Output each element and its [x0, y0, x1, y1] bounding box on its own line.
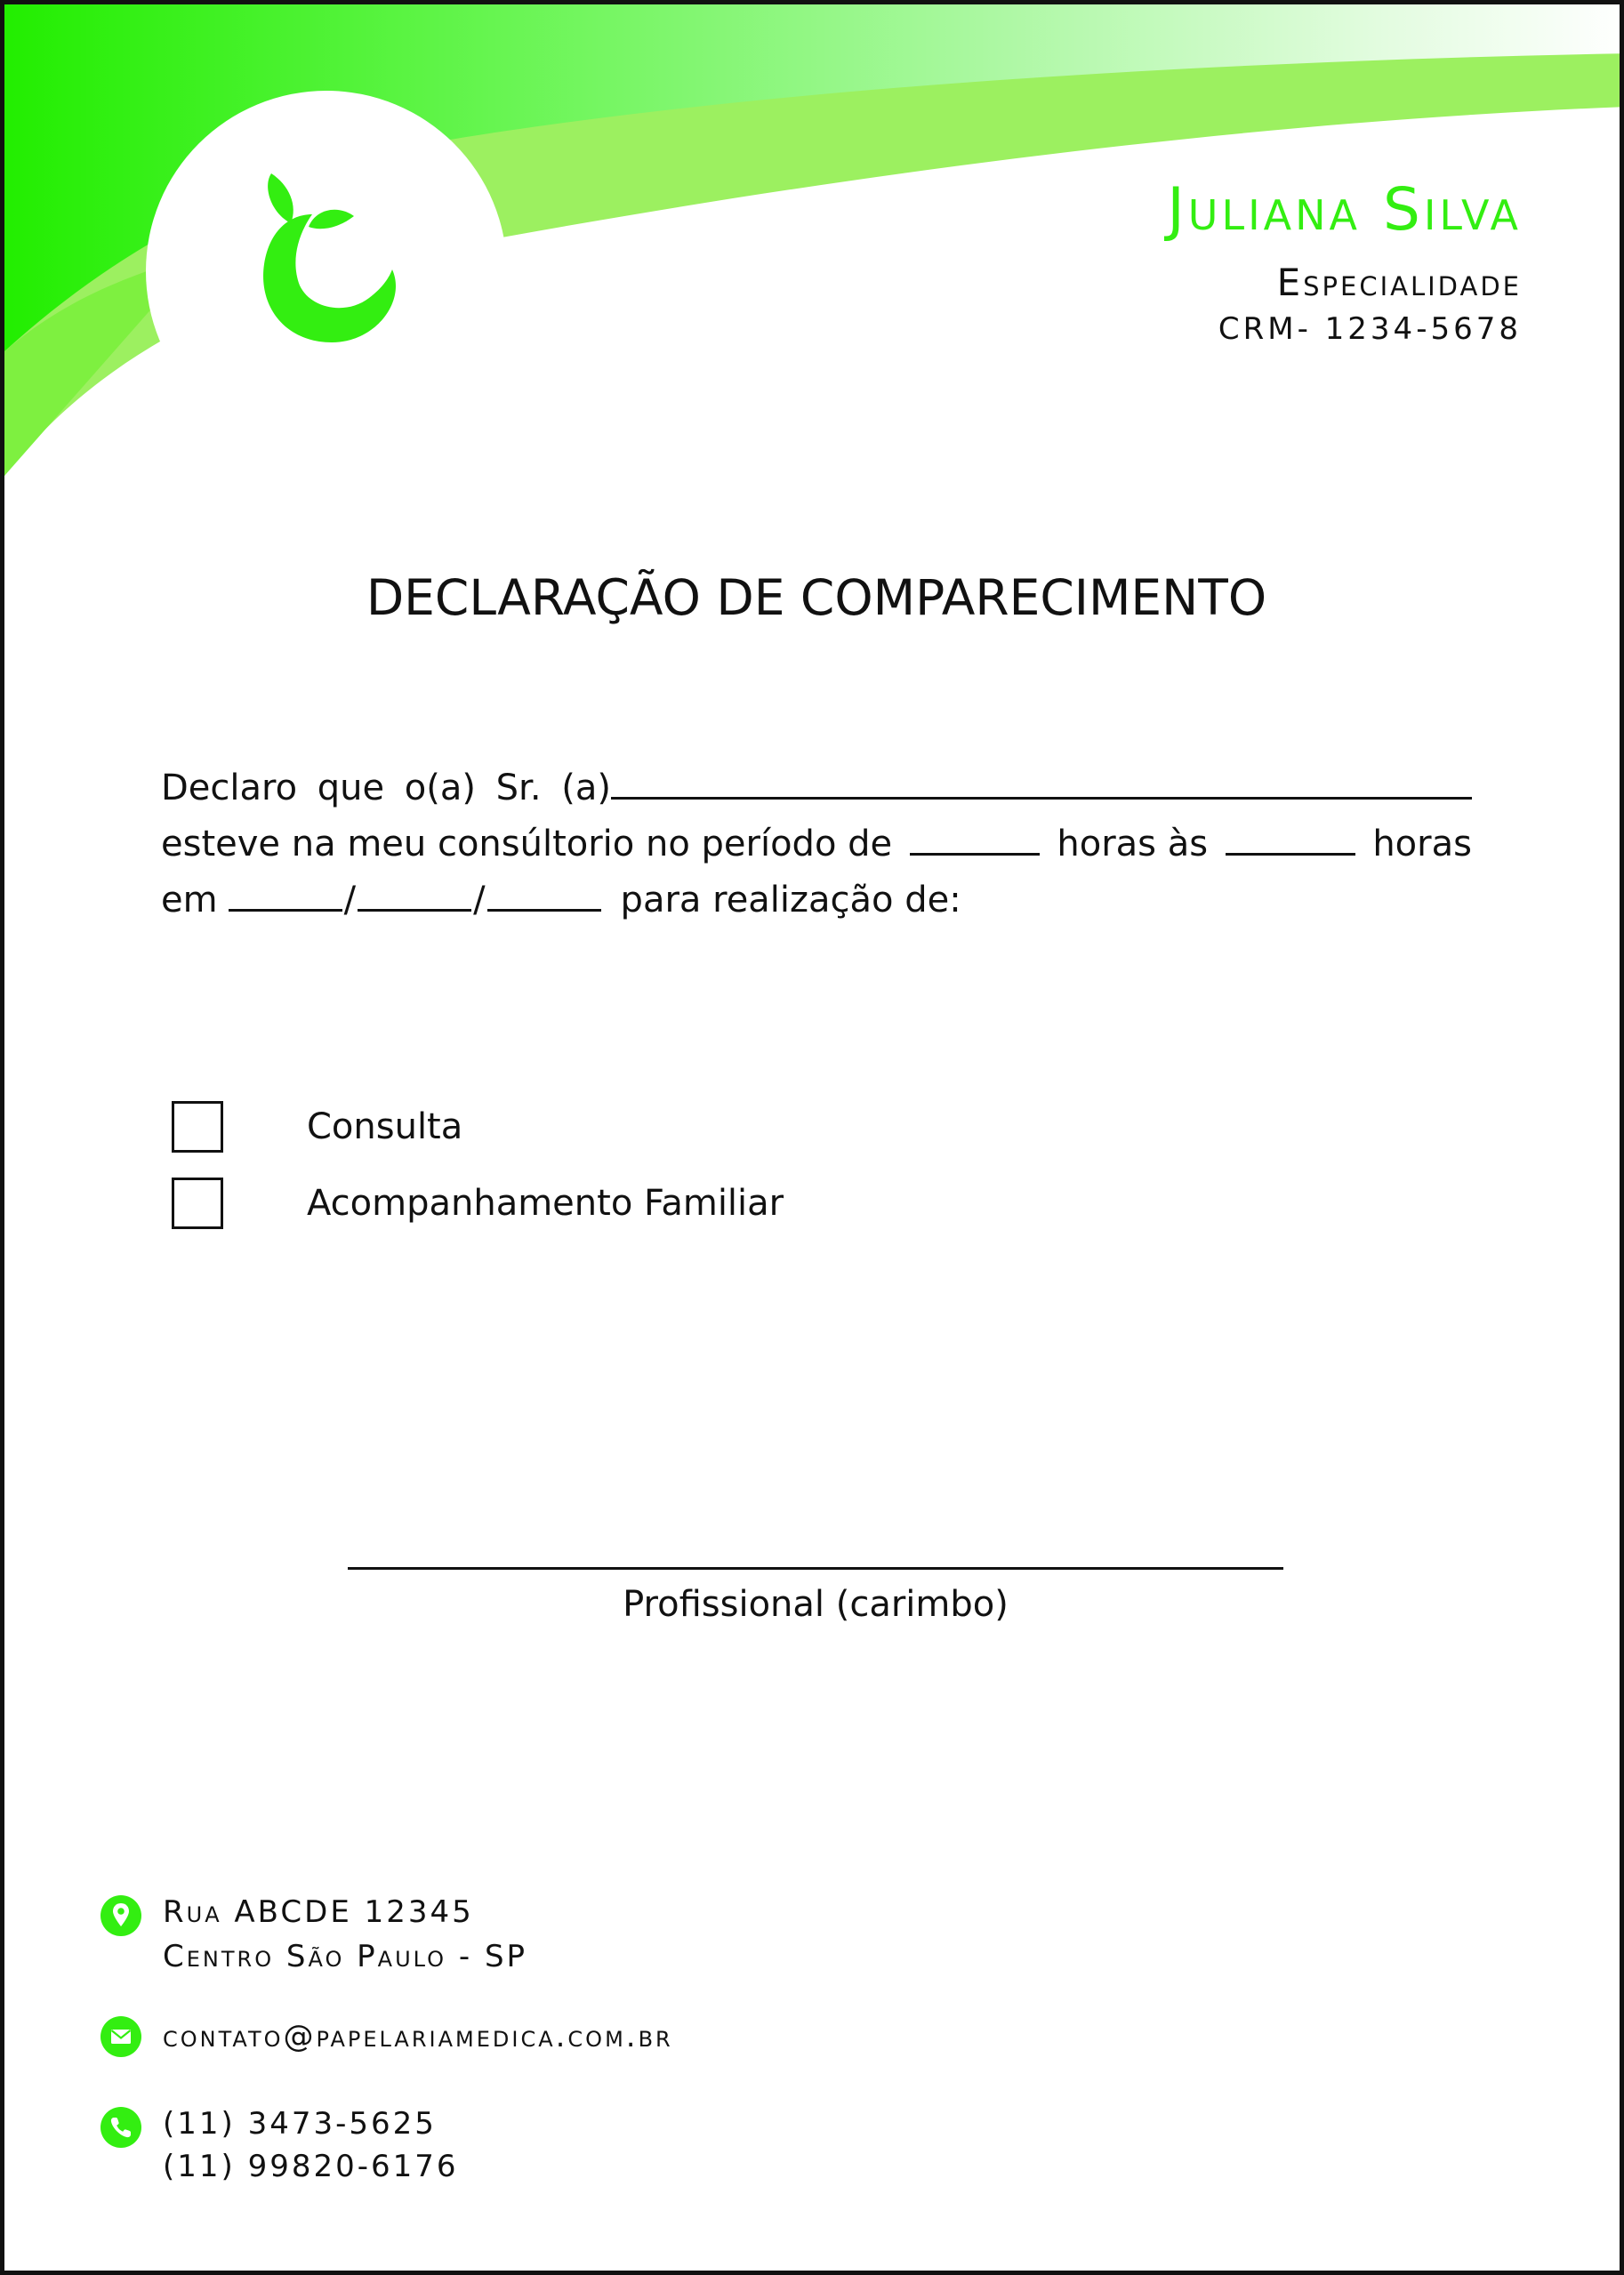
date-separator: / — [473, 880, 486, 920]
address-line-1: Rua ABCDE 12345 — [163, 1894, 474, 1930]
declaration-word: que — [317, 768, 385, 808]
declaration-paragraph — [161, 768, 1472, 936]
option-acompanhamento-familiar[interactable] — [172, 1175, 784, 1232]
doctor-header — [1167, 175, 1522, 347]
declaration-line-1 — [161, 768, 1472, 824]
patient-name-blank[interactable] — [611, 770, 1472, 800]
end-time-blank[interactable] — [1226, 826, 1355, 856]
period-text: horas — [1372, 824, 1472, 864]
declaration-word: Declaro — [161, 768, 298, 808]
address-line-2: Centro São Paulo - SP — [163, 1939, 528, 1974]
crm-number: CRM- 1234-5678 — [1218, 311, 1522, 347]
option-consulta[interactable] — [172, 1098, 784, 1155]
start-time-blank[interactable] — [910, 826, 1040, 856]
phone-line-2[interactable]: (11) 99820-6176 — [163, 2149, 459, 2184]
phone-icon — [100, 2107, 141, 2148]
purpose-options — [172, 1098, 784, 1251]
declaration-line-2 — [161, 824, 1472, 880]
declaration-word: (a) — [561, 768, 611, 808]
specialty: Especialidade — [1276, 261, 1522, 304]
declaration-word: Sr. — [495, 768, 542, 808]
doctor-name: Juliana Silva — [1167, 175, 1522, 244]
period-text: horas às — [1057, 824, 1209, 864]
date-year-blank[interactable] — [487, 882, 601, 912]
logo-circle — [146, 91, 507, 452]
declaration-word: o(a) — [404, 768, 476, 808]
envelope-icon — [100, 2016, 141, 2057]
page-title: DECLARAÇÃO DE COMPARECIMENTO — [366, 569, 1267, 626]
date-day-blank[interactable] — [229, 882, 342, 912]
period-text: esteve na meu consúltorio no período de — [161, 824, 893, 864]
location-pin-icon — [100, 1895, 141, 1936]
checkbox[interactable] — [172, 1101, 223, 1153]
date-prefix: em — [161, 880, 218, 920]
checkbox[interactable] — [172, 1178, 223, 1229]
email-address[interactable]: contato@papelariamedica.com.br — [163, 2019, 673, 2054]
signature-line[interactable] — [348, 1567, 1283, 1570]
purpose-text: para realização de: — [620, 880, 961, 920]
option-label: Acompanhamento Familiar — [307, 1183, 784, 1224]
phone-line-1[interactable]: (11) 3473-5625 — [163, 2106, 437, 2142]
date-separator: / — [343, 880, 357, 920]
option-label: Consulta — [307, 1106, 463, 1147]
date-month-blank[interactable] — [358, 882, 471, 912]
declaration-line-3 — [161, 880, 1472, 936]
signature-label: Profissional (carimbo) — [623, 1584, 1009, 1625]
